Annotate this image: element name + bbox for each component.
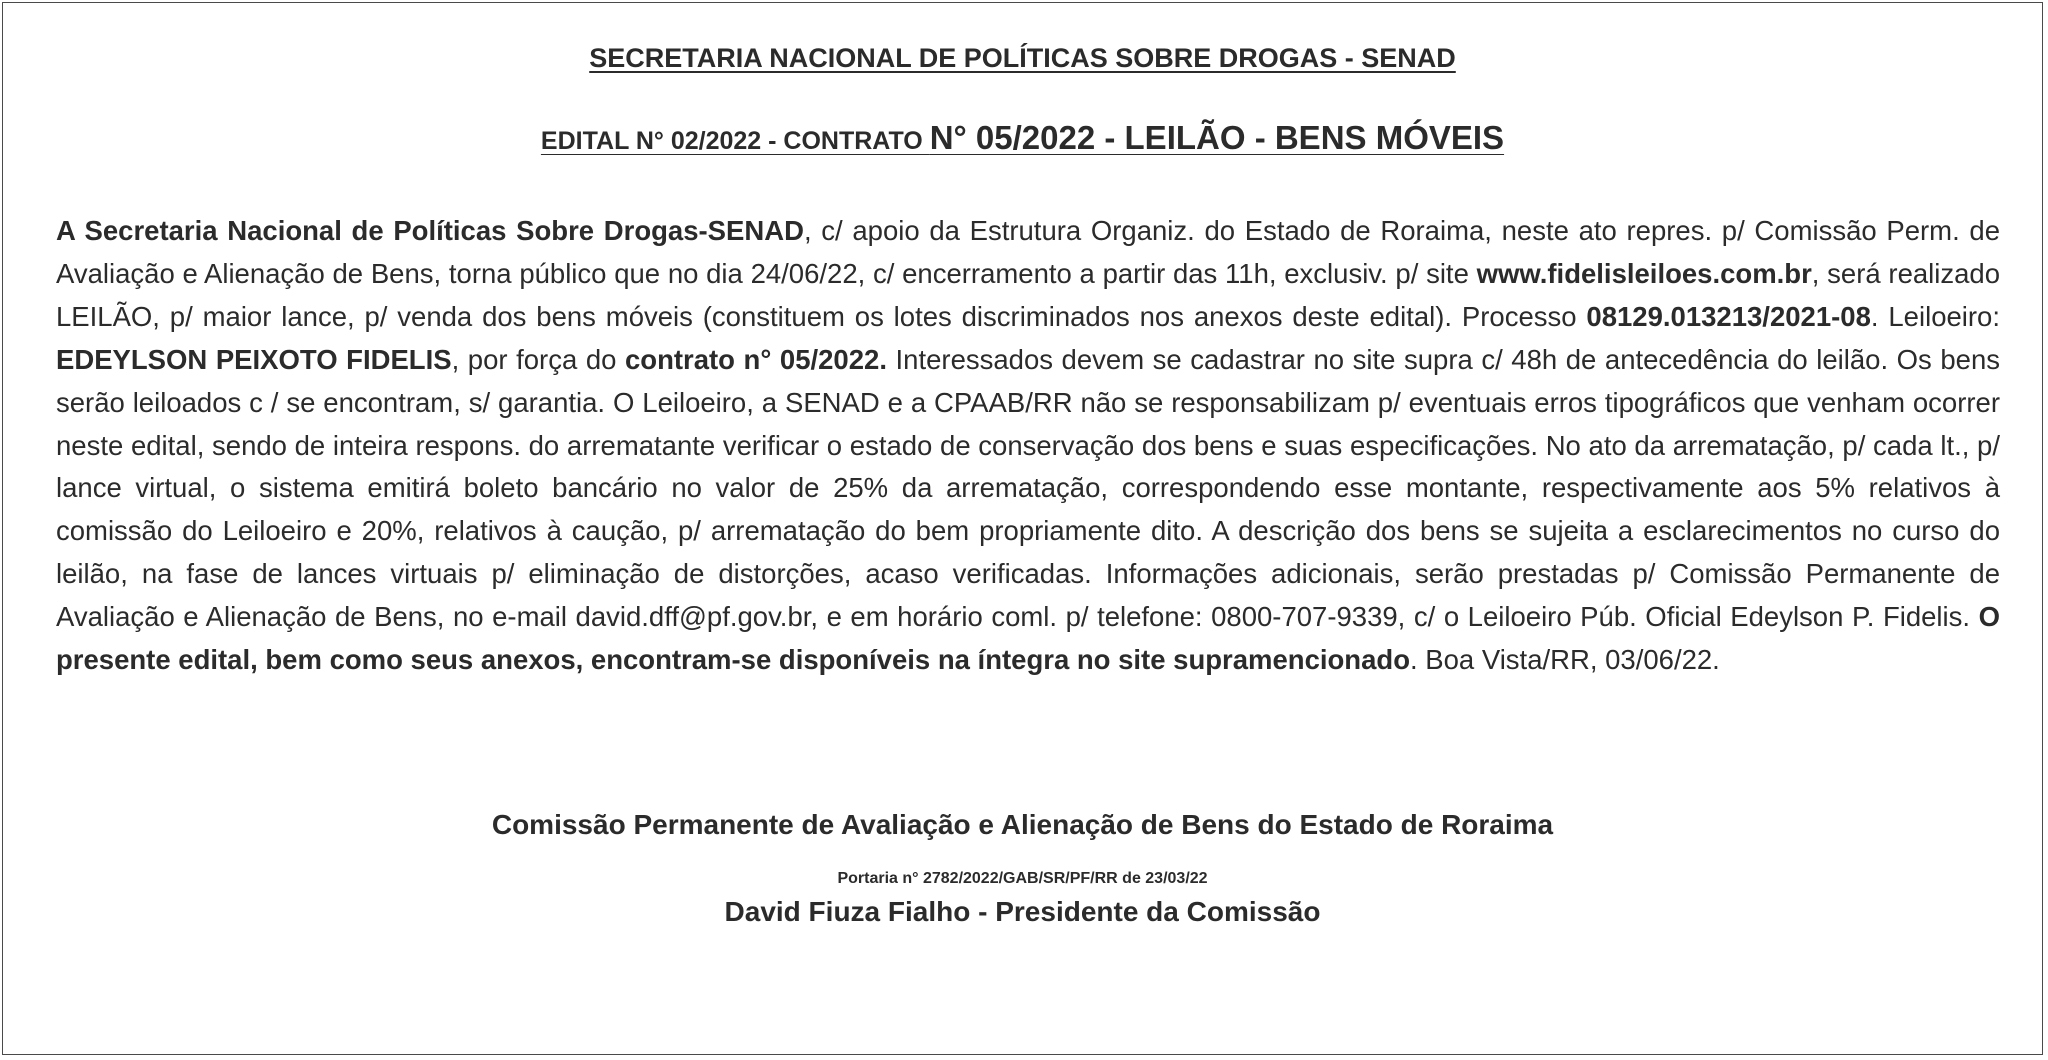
body-text-auctioneer-label: . Leiloeiro: — [1870, 300, 2000, 332]
signer-name: David Fiuza Fialho - Presidente da Comissão — [724, 896, 1321, 927]
portaria-reference: Portaria n° 2782/2022/GAB/SR/PF/RR de 23/03/22 — [837, 870, 1208, 887]
body-text-contract-label: , por força do — [451, 343, 625, 375]
body-auctioneer-name: EDEYLSON PEIXOTO FIDELIS — [56, 343, 452, 375]
body-place-date: . Boa Vista/RR, 03/06/22. — [1410, 644, 1720, 676]
body-availability-statement: O presente edital, bem como seus anexos, encontram-se disponíveis na íntegra no site supramencionado — [56, 601, 2000, 676]
body-contract-number: contrato n° 05/2022. — [624, 343, 887, 375]
body-site-url: www.fidelisleiloes.com.br — [1476, 257, 1812, 289]
body-text-intro: , c/ apoio da Estrutura Organiz. do Estado de Roraima, neste ato repres. p/ Comissão Perm. de Avaliação e Alienação de Bens, torna público que no dia 24/06/22, c/ encerramento a partir das 11h, exclusiv. p/ site — [56, 215, 2000, 289]
edital-title: N° 05/2022 - LEILÃO - BENS MÓVEIS — [929, 119, 1505, 156]
agency-heading: SECRETARIA NACIONAL DE POLÍTICAS SOBRE DROGAS - SENAD — [589, 43, 1456, 73]
body-text-details: Interessados devem se cadastrar no site supra c/ 48h de antecedência do leilão. Os bens serão leiloados c / se encontram, s/ garantia. O Leiloeiro, a SENAD e a CPAAB/RR não se responsabilizam p/ eventuais erros tipográficos que venham ocorrer neste edital, sendo de inteira respons. do arrematante verificar o estado de conservação dos bens e suas especificações. No ato da arrematação, p/ cada lt., p/ lance virtual, o sistema emitirá boleto bancário no valor de 25% da arrematação, correspondendo esse montante, respectivamente aos 5% relativos à comissão do Leiloeiro e 20%, relativos à caução, p/ arrematação do bem propriamente dito. A descrição dos bens se sujeita a esclarecimentos no curso do leilão, na fase de lances virtuais p/ eliminação de distorções, acaso verificadas. Informações adicionais, serão prestadas p/ Comissão Permanente de Avaliação e Alienação de Bens, no e-mail david.dff@pf.gov.br, e em horário coml. p/ telefone: 0800-707-9339, c/ o Leiloeiro Púb. Oficial Edeylson P. Fidelis. — [56, 343, 2000, 633]
body-agency-name: A Secretaria Nacional de Políticas Sobre Drogas-SENAD — [56, 215, 804, 246]
notice-body — [56, 210, 2000, 682]
edital-heading — [3, 119, 2042, 157]
body-process-number: 08129.013213/2021-08 — [1586, 300, 1871, 332]
edital-number: EDITAL N° 02/2022 - CONTRATO — [540, 127, 930, 155]
notice-frame — [2, 2, 2043, 1055]
commission-name: Comissão Permanente de Avaliação e Alienação de Bens do Estado de Roraima — [491, 809, 1554, 840]
body-text-auction: , será realizado LEILÃO, p/ maior lance, p/ venda dos bens móveis (constituem os lotes discriminados nos anexos deste edital). Processo — [56, 257, 2001, 332]
